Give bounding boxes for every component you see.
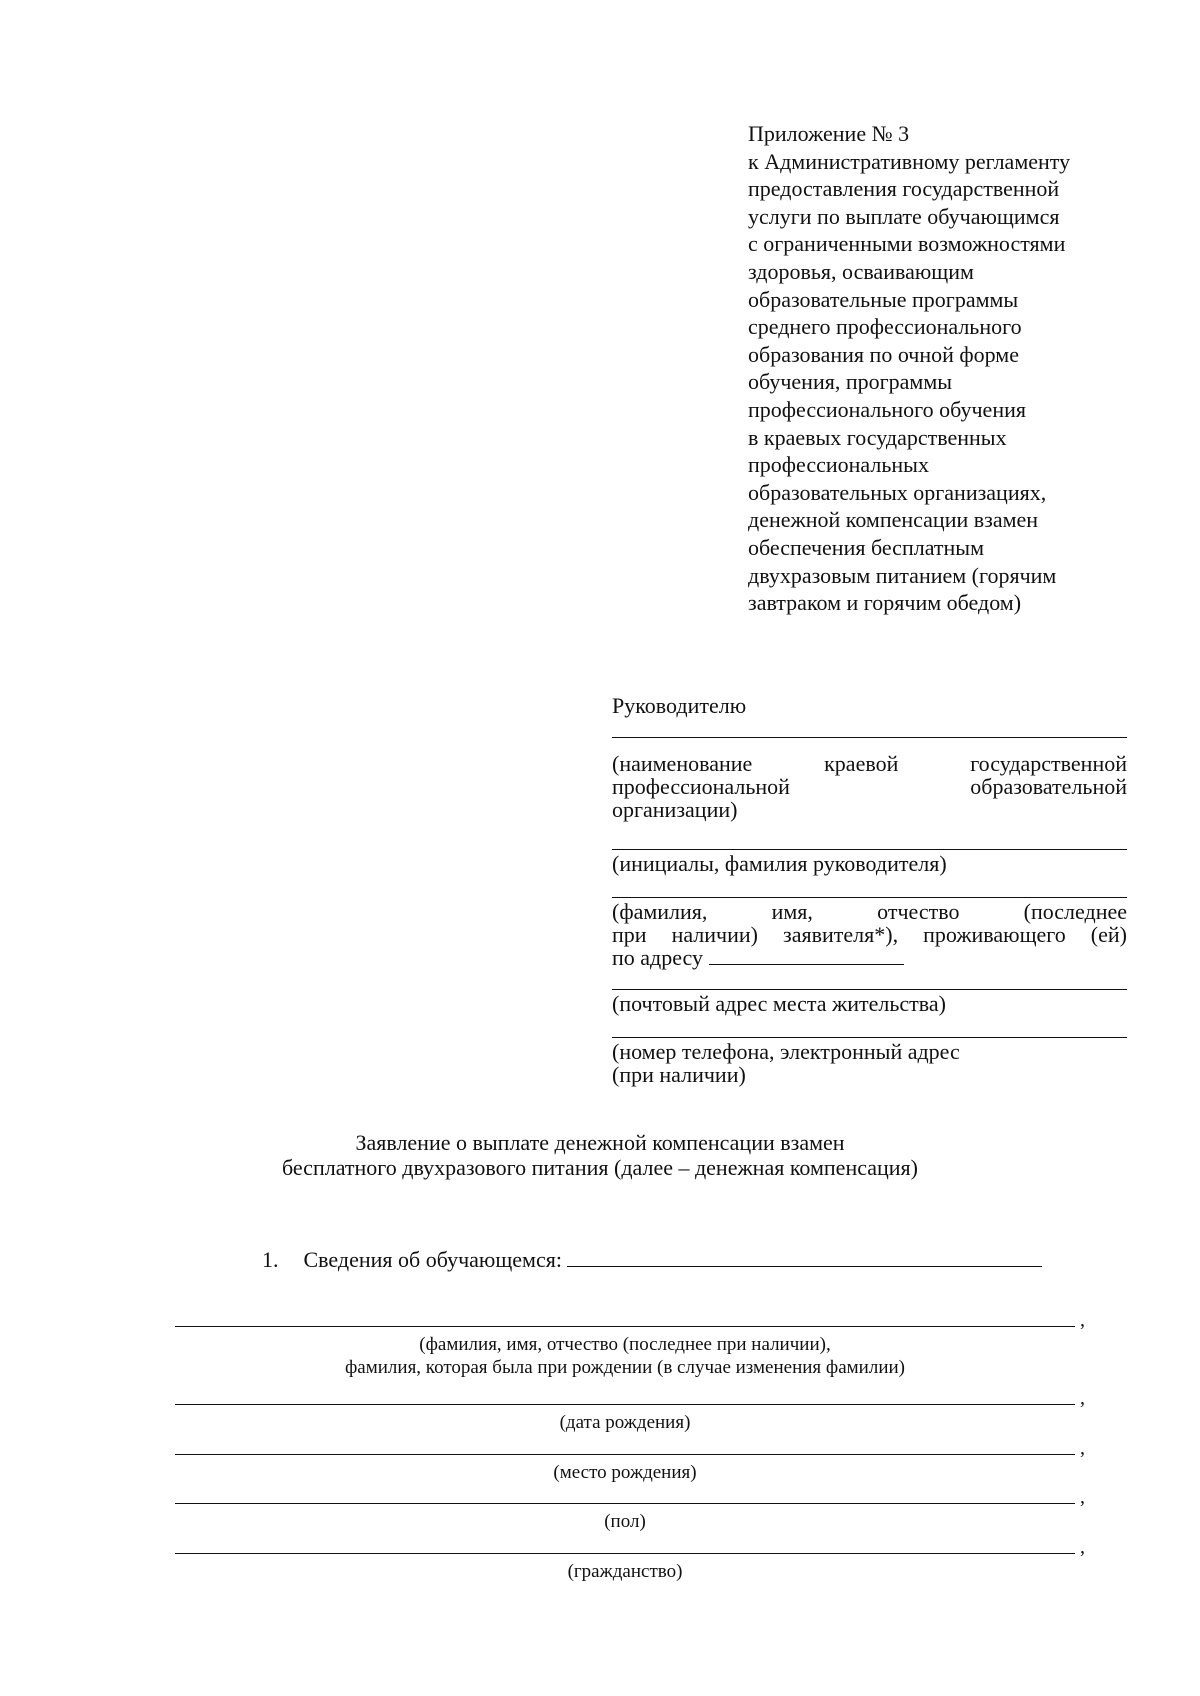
contact-line[interactable]: [612, 1037, 1127, 1038]
birth-date-line[interactable]: [175, 1387, 1085, 1409]
appendix-line: среднего профессионального: [748, 314, 1022, 340]
appendix-line: завтраком и горячим обедом): [748, 590, 1022, 616]
sex-field: [175, 1486, 1085, 1533]
org-caption-line: (наименование краевой государственной: [612, 751, 1127, 776]
postal-address-line[interactable]: [612, 989, 1127, 990]
citizenship-comma: ,: [1080, 1536, 1085, 1558]
address-inline-field[interactable]: [709, 946, 904, 965]
title-line: Заявление о выплате денежной компенсации взамен: [355, 1130, 845, 1155]
birth-place-caption: (место рождения): [553, 1462, 697, 1483]
birth-place-comma: ,: [1080, 1437, 1085, 1459]
postal-address-caption: (почтовый адрес места жительства): [612, 991, 946, 1016]
birth-place-field: [175, 1437, 1085, 1484]
org-caption-line: организации): [612, 797, 738, 822]
appendix-line: предоставления государственной: [748, 176, 1060, 202]
org-caption-line: профессиональной образовательной: [612, 774, 1127, 799]
head-name-line[interactable]: [612, 849, 1127, 850]
appendix-line: обучения, программы: [748, 369, 953, 395]
org-name-line[interactable]: [612, 737, 1127, 738]
applicant-caption: [612, 900, 1127, 969]
appendix-line: в краевых государственных: [748, 424, 1007, 450]
fio-caption-line: (фамилия, имя, отчество (последнее при наличии),: [419, 1334, 831, 1355]
contact-caption-line: (при наличии): [612, 1062, 746, 1087]
org-name-caption: [612, 752, 1127, 821]
birth-date-caption: (дата рождения): [559, 1412, 691, 1433]
section-label: Сведения об обучающемся:: [303, 1247, 562, 1272]
appendix-line: к Административному регламенту: [748, 148, 1071, 174]
appendix-line: образовательные программы: [748, 286, 1019, 312]
applicant-line[interactable]: [612, 897, 1127, 898]
birth-place-line[interactable]: [175, 1437, 1085, 1459]
appendix-line: образования по очной форме: [748, 341, 1019, 367]
citizenship-field: [175, 1536, 1085, 1583]
fio-line[interactable]: [175, 1309, 1085, 1331]
title-line: бесплатного двухразового питания (далее – денежная компенсация): [281, 1155, 919, 1180]
section-number: 1.: [262, 1247, 279, 1272]
appendix-line: обеспечения бесплатным: [748, 534, 984, 560]
appendix-line: Приложение № 3: [748, 121, 910, 146]
appendix-line: двухразовым питанием (горячим: [748, 562, 1057, 588]
section-student-info: [262, 1247, 1062, 1273]
appendix-line: здоровья, осваивающим: [748, 258, 974, 284]
citizenship-caption: (гражданство): [567, 1561, 683, 1582]
fio-field: [175, 1309, 1085, 1379]
appendix-line: с ограниченными возможностями: [748, 231, 1066, 257]
addressee-title: Руководителю: [612, 693, 747, 718]
birth-date-comma: ,: [1080, 1387, 1085, 1409]
appendix-line: образовательных организациях,: [748, 479, 1047, 505]
birth-date-field: [175, 1387, 1085, 1434]
contact-caption-line: (номер телефона, электронный адрес: [612, 1039, 960, 1064]
fio-caption: [175, 1333, 1075, 1379]
addressee-block: [612, 694, 1127, 1086]
appendix-line: услуги по выплате обучающимся: [748, 203, 1060, 229]
sex-line[interactable]: [175, 1486, 1085, 1508]
appendix-line: денежной компенсации взамен: [748, 507, 1039, 533]
fio-caption-line: фамилия, которая была при рождении (в случае изменения фамилии): [344, 1357, 905, 1378]
applicant-address-row: [612, 946, 1127, 969]
applicant-address-label: по адресу: [612, 945, 704, 970]
appendix-header: [748, 120, 1128, 617]
applicant-caption-line: (фамилия, имя, отчество (последнее: [612, 899, 1127, 924]
fio-comma: ,: [1080, 1309, 1085, 1331]
sex-caption: (пол): [604, 1511, 646, 1532]
applicant-caption-line: при наличии) заявителя*), проживающего (ей): [612, 922, 1127, 947]
document-title: [250, 1130, 950, 1180]
head-name-caption: (инициалы, фамилия руководителя): [612, 851, 947, 876]
appendix-line: профессиональных: [748, 452, 929, 478]
appendix-line: профессионального обучения: [748, 396, 1026, 422]
student-info-inline-field[interactable]: [567, 1248, 1042, 1267]
citizenship-line[interactable]: [175, 1536, 1085, 1558]
sex-comma: ,: [1080, 1486, 1085, 1508]
